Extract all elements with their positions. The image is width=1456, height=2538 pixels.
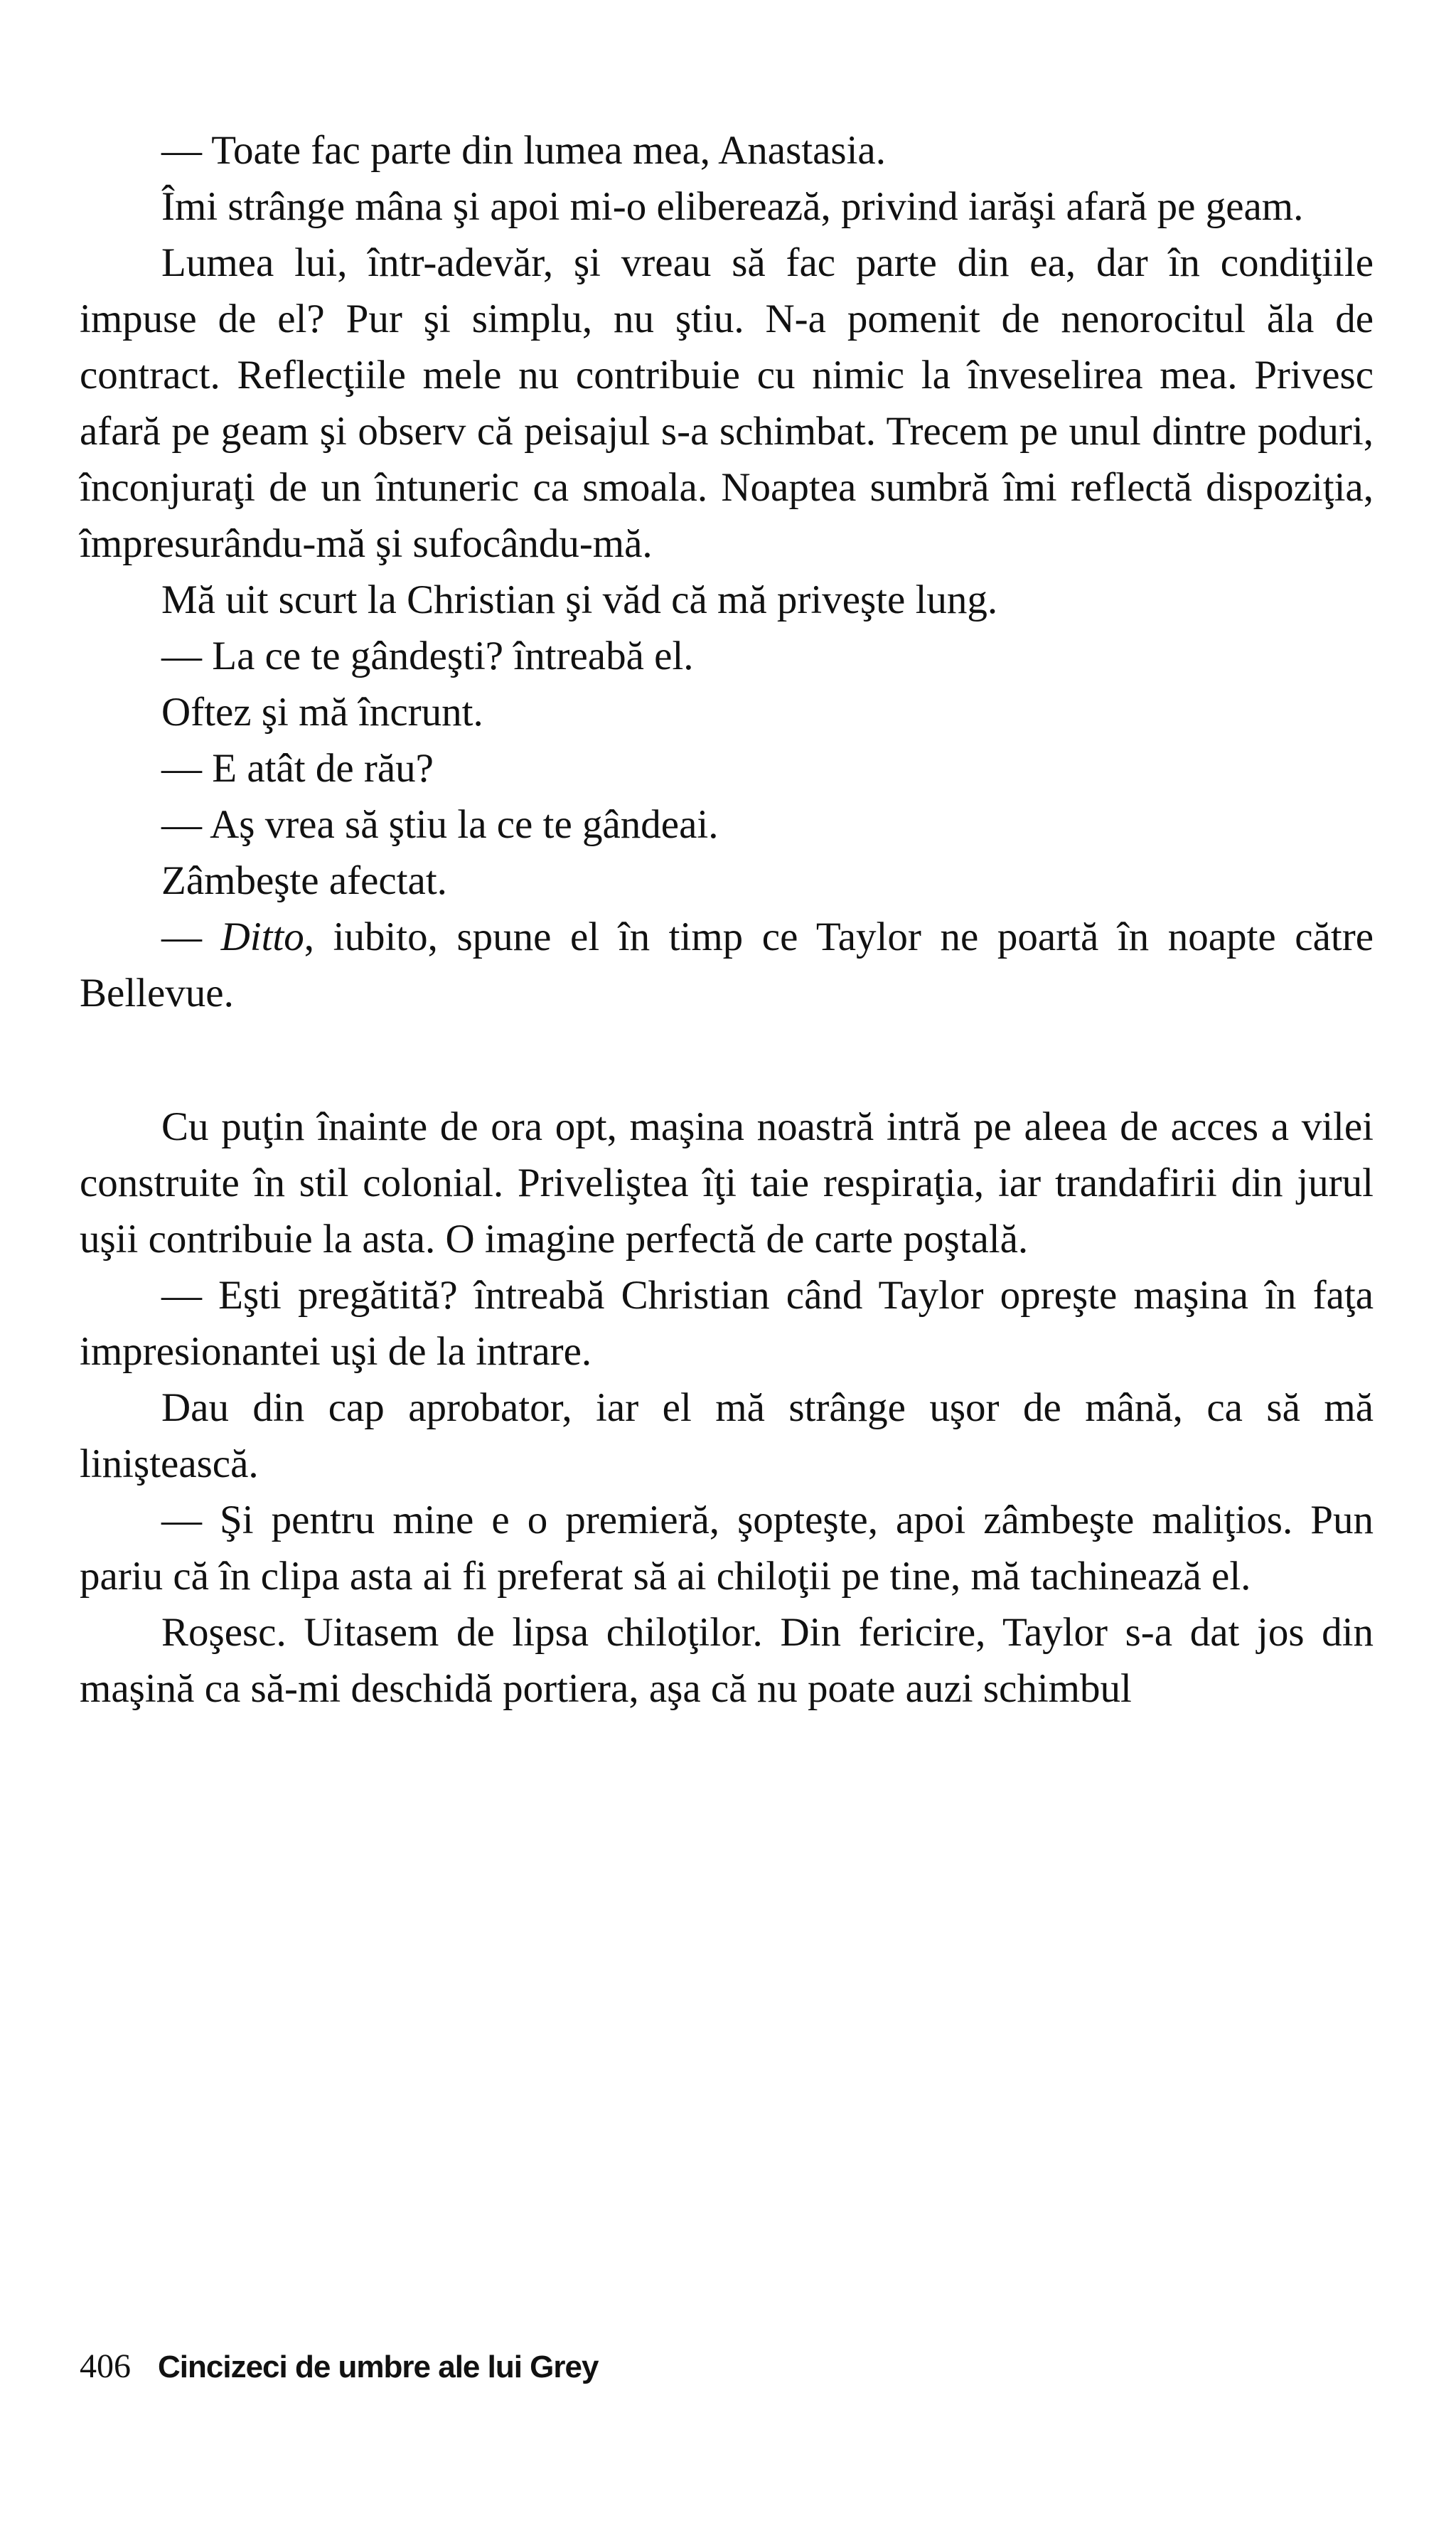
- dialogue-dash: —: [161, 915, 221, 959]
- paragraph-reflection: Lumea lui, într-adevăr, şi vreau să fac parte din ea, dar în condiţiile impuse de el? Pur şi simplu, nu ştiu. N-a pomenit de nenorocitul ăla de contract. Reflecţiile mele nu contribuie cu nimic la înveselirea mea. Privesc afară pe geam şi observ că peisajul s-a schimbat. Trecem pe unul dintre poduri, înconjuraţi de un întuneric ca smoala. Noaptea sumbră îmi reflectă dispoziţia, împresurându-mă şi sufocându-mă.: [80, 240, 1374, 566]
- paragraph-blush: Roşesc. Uitasem de lipsa chiloţilor. Din fericire, Taylor s-a dat jos din maşină ca să-mi deschidă portiera, aşa că nu poate auzi schimbul: [80, 1610, 1374, 1711]
- paragraph-dialogue-wish: — Aş vrea să ştiu la ce te gândeai.: [161, 802, 719, 847]
- paragraph-sigh: Oftez şi mă încrunt.: [161, 690, 483, 735]
- paragraph-arrival: Cu puţin înainte de ora opt, maşina noastră intră pe aleea de acces a vilei construite în stil colonial. Priveliştea îţi taie respiraţia, iar trandafirii din jurul uşii contribuie la asta. O imagine perfectă de carte poştală.: [80, 1104, 1374, 1262]
- running-book-title: Cincizeci de umbre ale lui Grey: [158, 2350, 599, 2384]
- paragraph-dialogue-premiere: — Şi pentru mine e o premieră, şopteşte, apoi zâmbeşte maliţios. Pun pariu că în clipa asta ai fi preferat să ai chiloţii pe tine, mă tachinează el.: [80, 1498, 1374, 1599]
- ditto-rest: , iubito, spune el în timp ce Taylor ne poartă în noapte către Bellevue.: [80, 915, 1374, 1015]
- page-body-text: [80, 122, 1374, 1717]
- paragraph-dialogue-thinking: — La ce te gândeşti? întreabă el.: [161, 634, 694, 678]
- paragraph-dialogue-ditto: [80, 909, 1374, 1021]
- paragraph-dialogue-ready: — Eşti pregătită? întreabă Christian când Taylor opreşte maşina în faţa impresionantei uşi de la intrare.: [80, 1273, 1374, 1374]
- page-footer: [80, 2345, 598, 2389]
- paragraph-glance: Mă uit scurt la Christian şi văd că mă priveşte lung.: [161, 577, 998, 622]
- page-number: 406: [80, 2347, 131, 2385]
- paragraph-nod: Dau din cap aprobator, iar el mă strânge uşor de mână, ca să mă liniştească.: [80, 1385, 1374, 1486]
- italic-word-ditto: Ditto: [220, 915, 304, 959]
- paragraph-dialogue-world: — Toate fac parte din lumea mea, Anastasia.: [161, 128, 886, 173]
- section-break: [80, 1021, 1374, 1099]
- paragraph-dialogue-bad: — E atât de rău?: [161, 746, 434, 791]
- paragraph-hand-release: Îmi strânge mâna şi apoi mi-o eliberează, privind iarăşi afară pe geam.: [161, 184, 1304, 229]
- paragraph-smirk: Zâmbeşte afectat.: [161, 858, 447, 903]
